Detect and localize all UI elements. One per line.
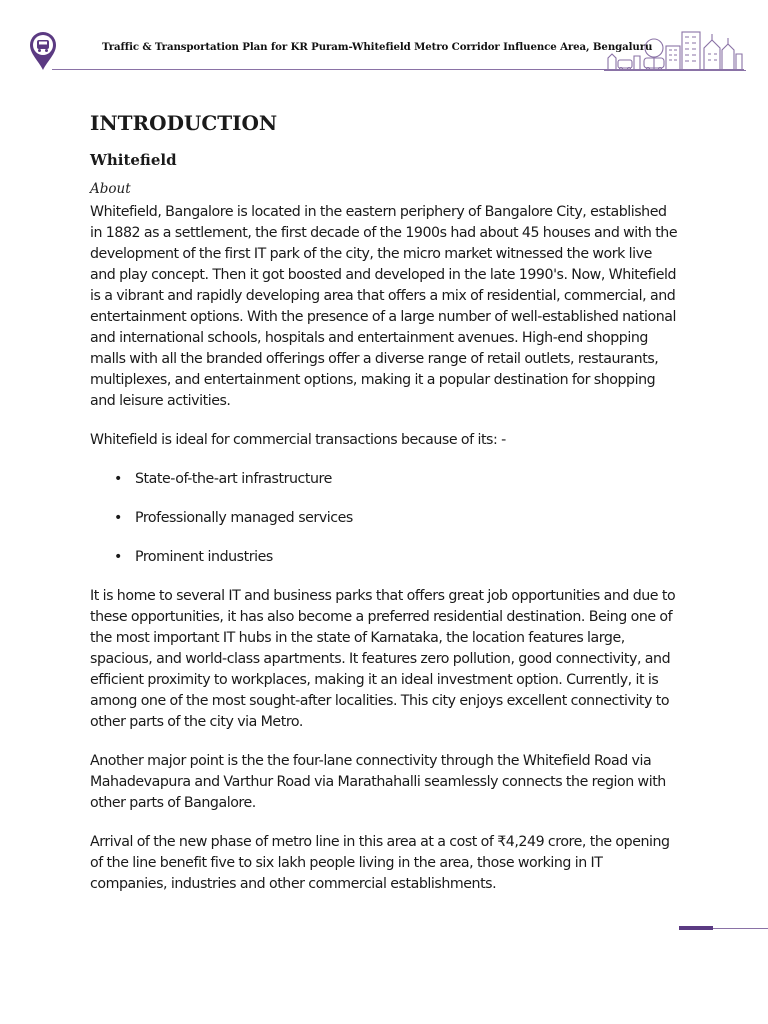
page-content	[90, 110, 678, 913]
bullet-icon: •	[114, 471, 122, 487]
city-skyline-icon	[604, 28, 746, 72]
paragraph-about: Whitefield, Bangalore is located in the eastern periphery of Bangalore City, established in 1882 as a settlement, the first decade of the 1900s had about 45 houses and with the development of the first IT park of the city, the micro market witnessed the work live and play concept. Then it got boosted and developed in the late 1990's. Now, Whitefield is a vibrant and rapidly developing area that offers a mix of residential, commercial, and entertainment options. With the presence of a large number of well-established national and international schools, hospitals and entertainment avenues. High-end shopping malls with all the branded offerings offer a diverse range of retail outlets, restaurants, multiplexes, and entertainment options, making it a popular destination for shopping and leisure activities.	[90, 204, 678, 409]
list-item: • Prominent industries	[90, 547, 678, 568]
subsection-label: About	[90, 181, 131, 197]
section-heading: INTRODUCTION	[90, 111, 278, 135]
bullet-icon: •	[114, 510, 122, 526]
paragraph-it-hub: It is home to several IT and business parks that offers great job opportunities and due to these opportunities, it has also become a preferred residential destination. Being one of the most important IT hubs in the state of Karnataka, the location features large, spacious, and world-class apartments. It features zero pollution, good connectivity, and efficient proximity to workplaces, making it an ideal investment option. Currently, it is among one of the most sought-after localities. This city enjoys excellent connectivity to other parts of the city via Metro.	[90, 588, 676, 730]
paragraph-commercial-intro: Whitefield is ideal for commercial transactions because of its: -	[90, 432, 506, 448]
footer-divider	[713, 928, 768, 929]
bullet-list	[90, 469, 678, 568]
footer-accent-bar	[679, 926, 713, 930]
list-item: • State-of-the-art infrastructure	[90, 469, 678, 490]
list-item: • Professionally managed services	[90, 508, 678, 529]
document-header-title: Traffic & Transportation Plan for KR Puram-Whitefield Metro Corridor Influence Area, Bengaluru	[102, 41, 653, 53]
header-divider	[52, 69, 744, 70]
paragraph-connectivity: Another major point is the the four-lane connectivity through the Whitefield Road via Mahadevapura and Varthur Road via Marathahalli seamlessly connects the region with other parts of Bangalore.	[90, 753, 666, 811]
paragraph-metro: Arrival of the new phase of metro line in this area at a cost of ₹4,249 crore, the opening of the line benefit five to six lakh people living in the area, those working in IT companies, industries and other commercial establishments.	[90, 834, 670, 892]
subsection-heading: Whitefield	[90, 151, 177, 169]
bullet-icon: •	[114, 549, 122, 565]
page-header	[0, 0, 768, 76]
map-pin-icon	[28, 30, 58, 72]
